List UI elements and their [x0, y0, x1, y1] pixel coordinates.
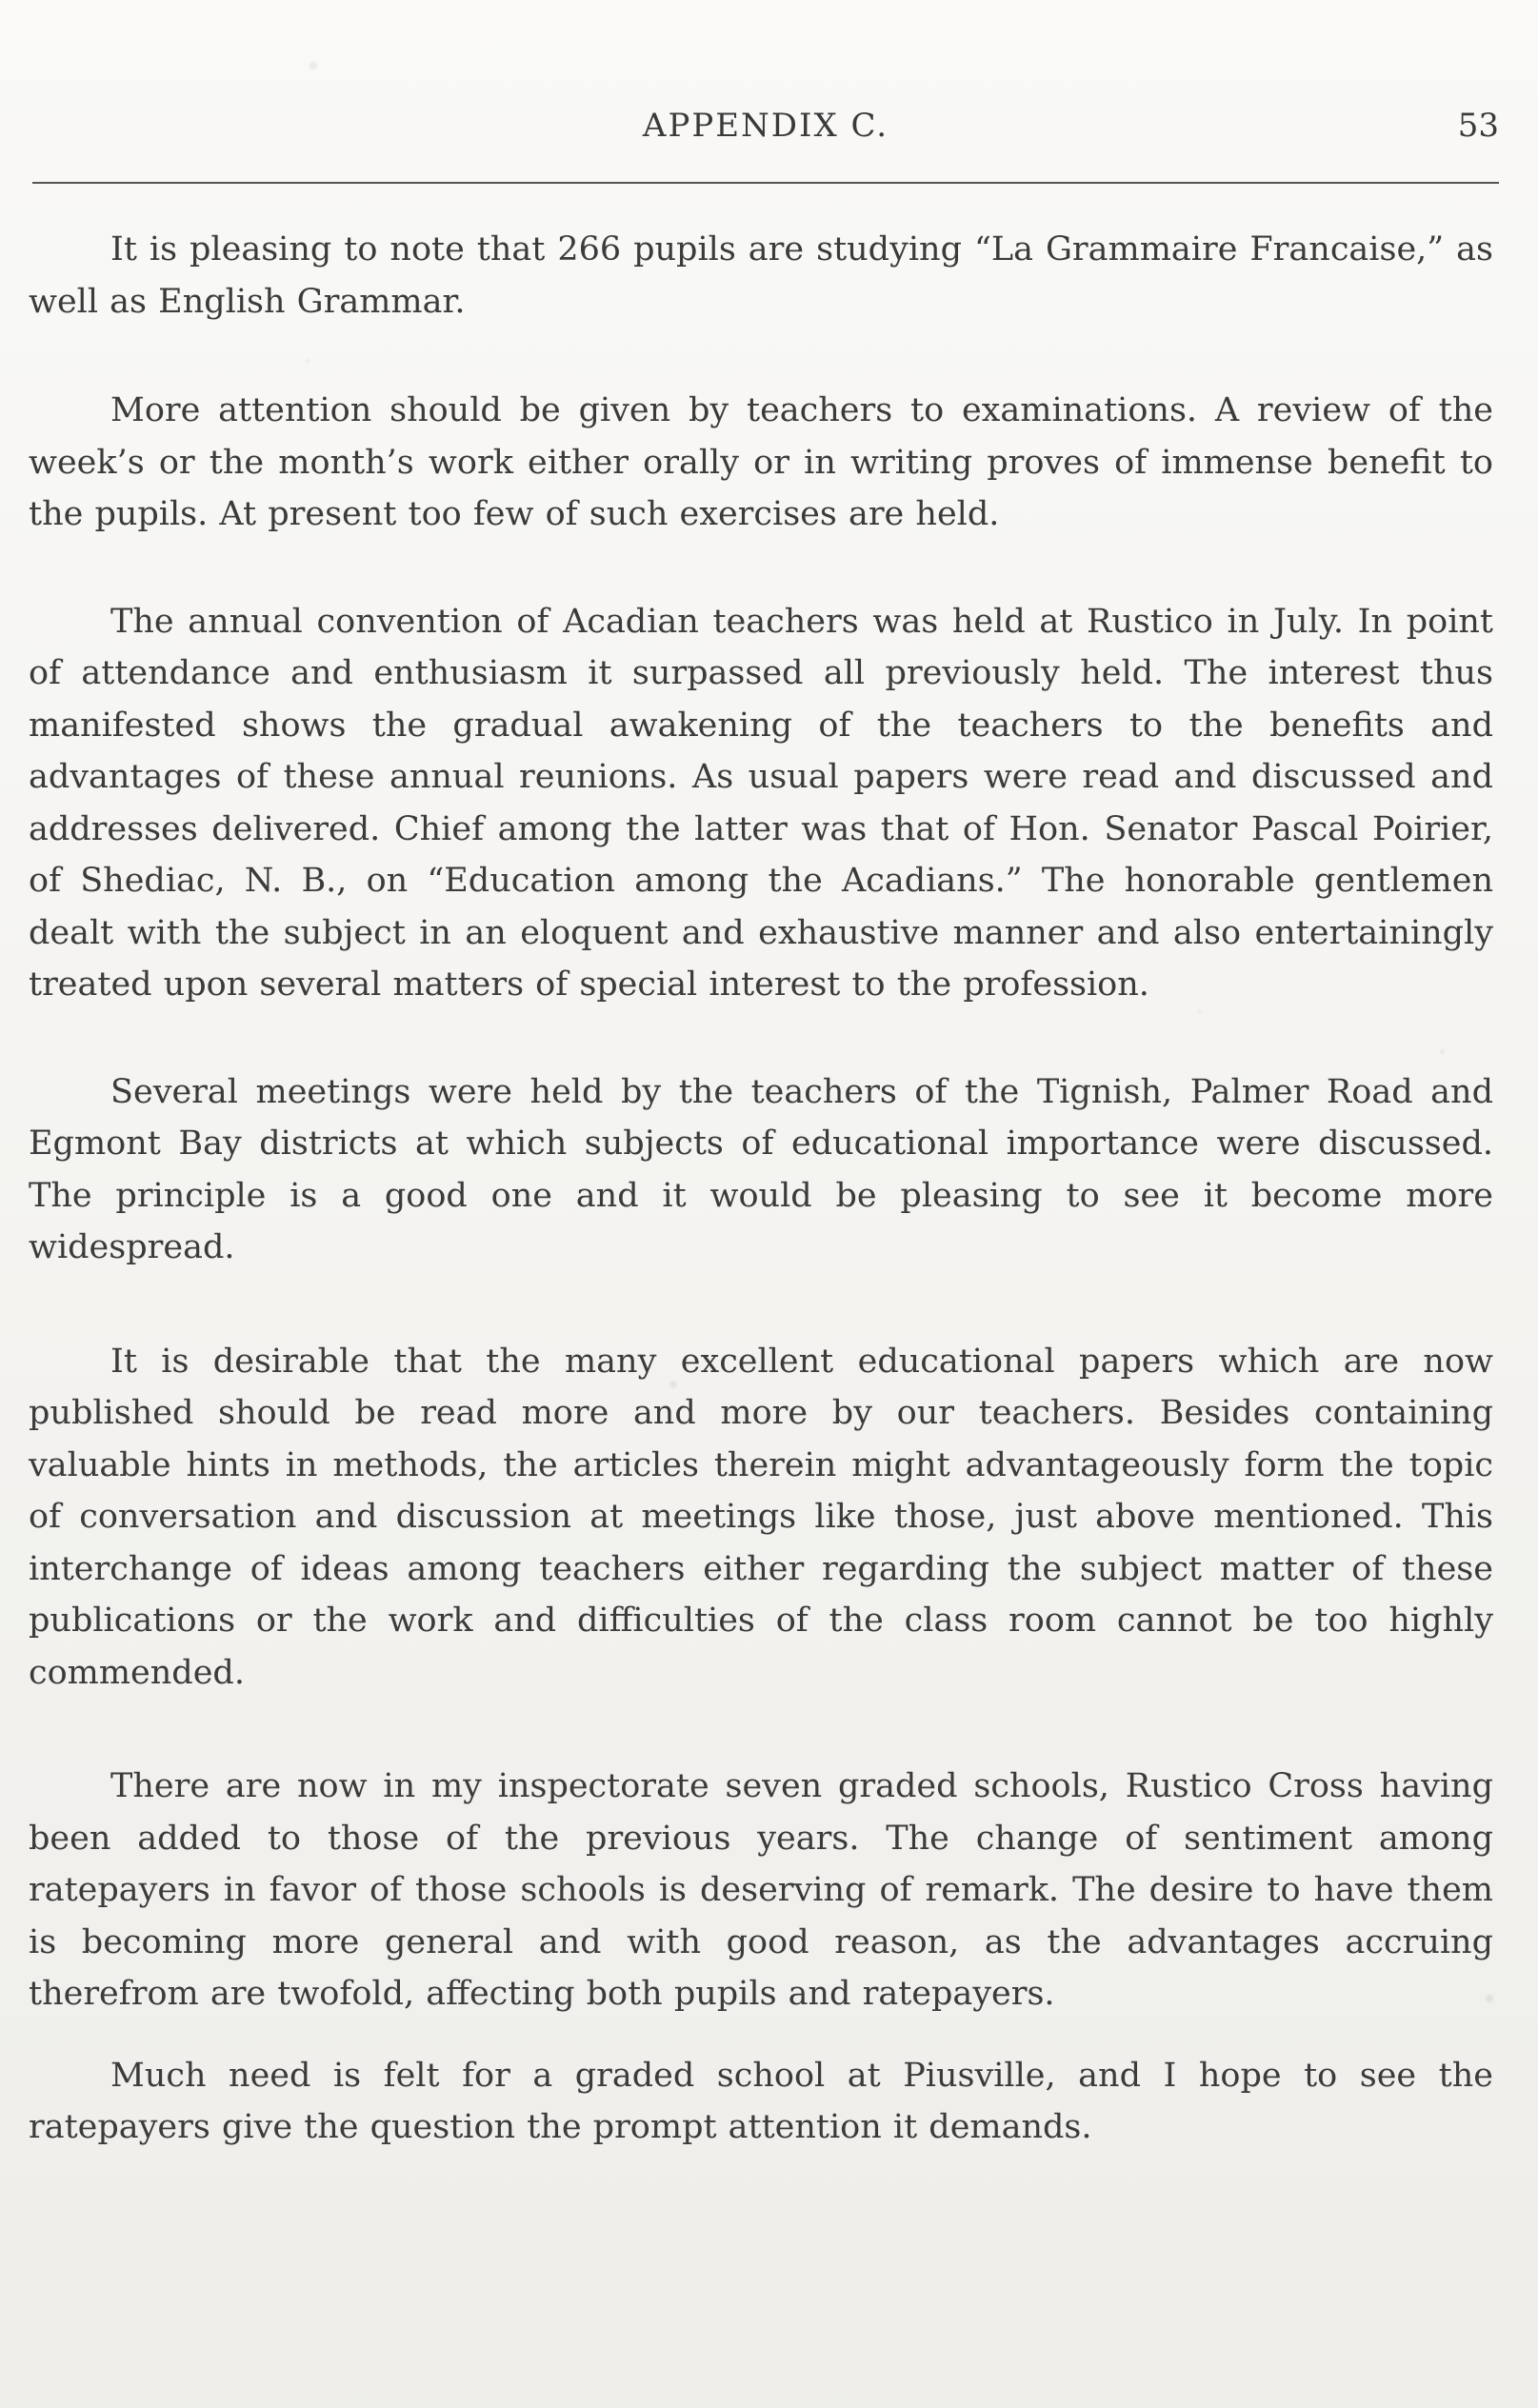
- paragraph: The annual convention of Acadian teachers was held at Rustico in July. In point of attendance and enthusiasm it surpassed all previously held. The interest thus manifested shows the gradual awakening of the teachers to the benefits and advantages of these annual reunions. As usual papers were read and discussed and addresses delivered. Chief among the latter was that of Hon. Senator Pascal Poirier, of Shediac, N. B., on “Education among the Acadians.” The honorable gentlemen dealt with the subject in an eloquent and exhaustive manner and also entertainingly treated upon several matters of special interest to the profession.: [29, 602, 1493, 1004]
- ink-speck: [310, 62, 317, 70]
- paragraph: There are now in my inspectorate seven graded schools, Rustico Cross having been added to those of the previous years. The change of sentiment among ratepayers in favor of those schools is deserving of remark. The desire to have them is becoming more general and with good reason, as the advantages accruing therefrom are twofold, affecting both pupils and ratepayers.: [29, 1767, 1493, 2013]
- body-text: [29, 224, 1493, 2154]
- page-header: [32, 107, 1499, 164]
- paragraph: Much need is felt for a graded school at Piusville, and I hope to see the ratepayers give the question the prompt attention it demands.: [29, 2056, 1493, 2146]
- paragraph: More attention should be given by teachers to examinations. A review of the week’s or the month’s work either orally or in writing proves of immense benefit to the pupils. At present too few of such exercises are held.: [29, 391, 1493, 533]
- header-rule: [32, 182, 1499, 184]
- page-number: 53: [1457, 107, 1499, 145]
- running-title: APPENDIX C.: [642, 107, 889, 145]
- paragraph: It is desirable that the many excellent educational papers which are now published should be read more and more by our teachers. Besides containing valuable hints in methods, the articles therein might advantageously form the topic of conversation and discussion at meetings like those, just above mentioned. This interchange of ideas among teachers either regarding the subject matter of these publications or the work and difficulties of the class room cannot be too highly commended.: [29, 1342, 1493, 1692]
- paragraph: Several meetings were held by the teachers of the Tignish, Palmer Road and Egmont Bay districts at which subjects of educational importance were discussed. The principle is a good one and it would be pleasing to see it become more widespread.: [29, 1072, 1493, 1266]
- paragraph: It is pleasing to note that 266 pupils are studying “La Grammaire Francaise,” as well as English Grammar.: [29, 230, 1493, 321]
